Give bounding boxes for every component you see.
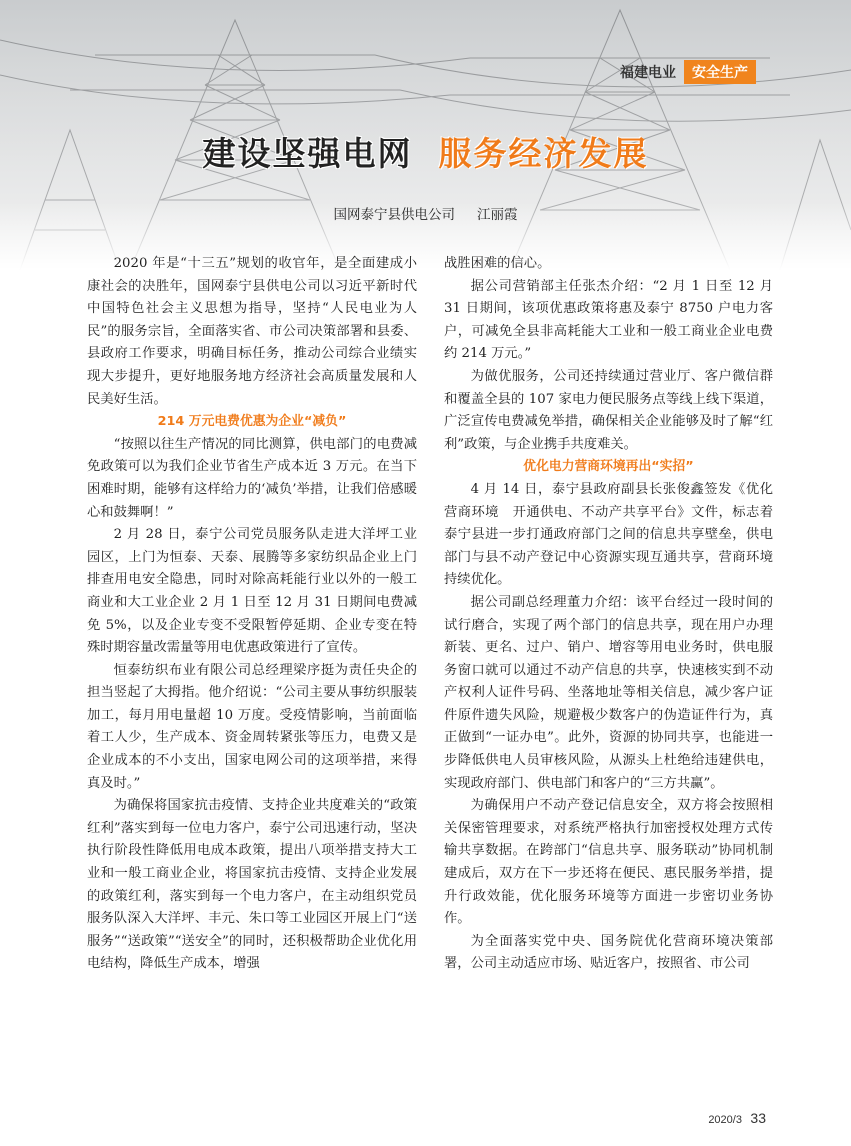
section-badge: 安全生产 [684, 60, 756, 84]
subheading: 优化电力营商环境再出“实招” [523, 459, 694, 475]
paragraph: 为全面落实党中央、国务院优化营商环境决策部署，公司主动适应市场、贴近客户，按照省、市公司 [444, 933, 773, 972]
byline-org: 国网泰宁县供电公司 [333, 207, 455, 223]
byline-author: 江丽霞 [477, 207, 518, 223]
paragraph: 为确保用户不动产登记信息安全，双方将会按照相关保密管理要求，对系统严格执行加密授权处理方式传输共享数据。在跨部门“信息共享、服务联动”协同机制建成后，双方在下一步还将在便民、惠民服务举措，提升行政效能，优化服务环境等方面进一步密切业务协作。 [444, 798, 773, 927]
paragraph: 据公司营销部主任张杰介绍：“2 月 1 日至 12 月 31 日期间，该项优惠政策将惠及泰宁 8750 户电力客户，可减免全县非高耗能大工业和一般工商业企业电费约 214 万元。” [444, 278, 773, 362]
left-column [87, 253, 417, 976]
paragraph: 2020 年是“十三五”规划的收官年，是全面建成小康社会的决胜年，国网泰宁县供电公司以习近平新时代中国特色社会主义思想为指导，坚持“人民电业为人民”的服务宗旨，全面落实省、市公司决策部署和县委、县政府工作要求，明确目标任务，推动公司综合业绩实现大步提升，更好地服务地方经济社会高质量发展和人民美好生活。 [87, 256, 417, 407]
byline [0, 203, 851, 223]
magazine-name: 福建电业 [620, 65, 676, 81]
paragraph: 为确保将国家抗击疫情、支持企业共度难关的“政策红利”落实到每一位电力客户，泰宁公司迅速行动，坚决执行阶段性降低用电成本政策，提出八项举措支持大工业和一般工商业企业，将国家抗击疫情、支持企业发展的政策红利，落实到每一个电力客户，在主动组织党员服务队深入大洋坪、丰元、朱口等工业园区开展上门“送服务”“送政策”“送安全”的同时，还积极帮助企业优化用电结构，降低生产成本，增强 [87, 798, 417, 972]
paragraph: 为做优服务，公司还持续通过营业厅、客户微信群和覆盖全县的 107 家电力便民服务点等线上线下渠道，广泛宣传电费减免举措，确保相关企业能够及时了解“红利”政策，与企业携手共度难关。 [444, 368, 773, 452]
title-part-2: 服务经济发展 [438, 134, 649, 173]
paragraph: 恒泰纺织布业有限公司总经理梁序挺为责任央企的担当竖起了大拇指。他介绍说：“公司主要从事纺织服装加工，每月用电量超 10 万度。受疫情影响，当前面临着工人少，生产成本、资金周转紧张等压力，电费又是企业成本的不小支出，国家电网公司的这项举措，来得真及时。” [87, 662, 417, 791]
article-title [0, 128, 851, 175]
title-part-1: 建设坚强电网 [202, 134, 413, 173]
page-number: 33 [750, 1110, 766, 1126]
header-section-tag [620, 60, 756, 84]
paragraph: “按照以往生产情况的同比测算，供电部门的电费减免政策可以为我们企业节省生产成本近 3 万元。在当下困难时期，能够有这样给力的‘减负’举措，让我们倍感暖心和鼓舞啊！” [87, 436, 417, 520]
paragraph: 2 月 28 日，泰宁公司党员服务队走进大洋坪工业园区，上门为恒泰、天泰、展腾等多家纺织品企业上门排查用电安全隐患，同时对除高耗能行业以外的一般工商业和大工业企业 2 月 1 日至 12 月 31 日期间电费减免 5%，以及企业专变不受限暂停延期、企业专变在特殊时期容量改需量等用电优惠政策进行了宣传。 [87, 527, 417, 656]
subheading: 214 万元电费优惠为企业“减负” [157, 414, 347, 430]
right-column [444, 253, 773, 976]
paragraph: 战胜困难的信心。 [444, 256, 551, 271]
page-footer [708, 1110, 766, 1128]
paragraph: 据公司副总经理董力介绍：该平台经过一段时间的试行磨合，实现了两个部门的信息共享，现在用户办理新装、更名、过户、销户、增容等用电业务时，供电服务窗口就可以通过不动产信息的共享，快速核实到不动产权利人证件号码、坐落地址等相关信息，减少客户证件原件遗失风险，规避极少数客户的伪造证件行为，真正做到“一证办电”。此外，资源的协同共享，也能进一步降低供电人员审核风险，从源头上杜绝给违建供电，实现政府部门、供电部门和客户的“三方共赢”。 [444, 594, 773, 791]
issue-label: 2020/3 [708, 1114, 742, 1126]
paragraph: 4 月 14 日，泰宁县政府副县长张俊鑫签发《优化营商环境 开通供电、不动产共享平台》文件，标志着泰宁县进一步打通政府部门之间的信息共享壁垒，供电部门与县不动产登记中心资源实现互通共享，营商环境持续优化。 [444, 481, 773, 588]
